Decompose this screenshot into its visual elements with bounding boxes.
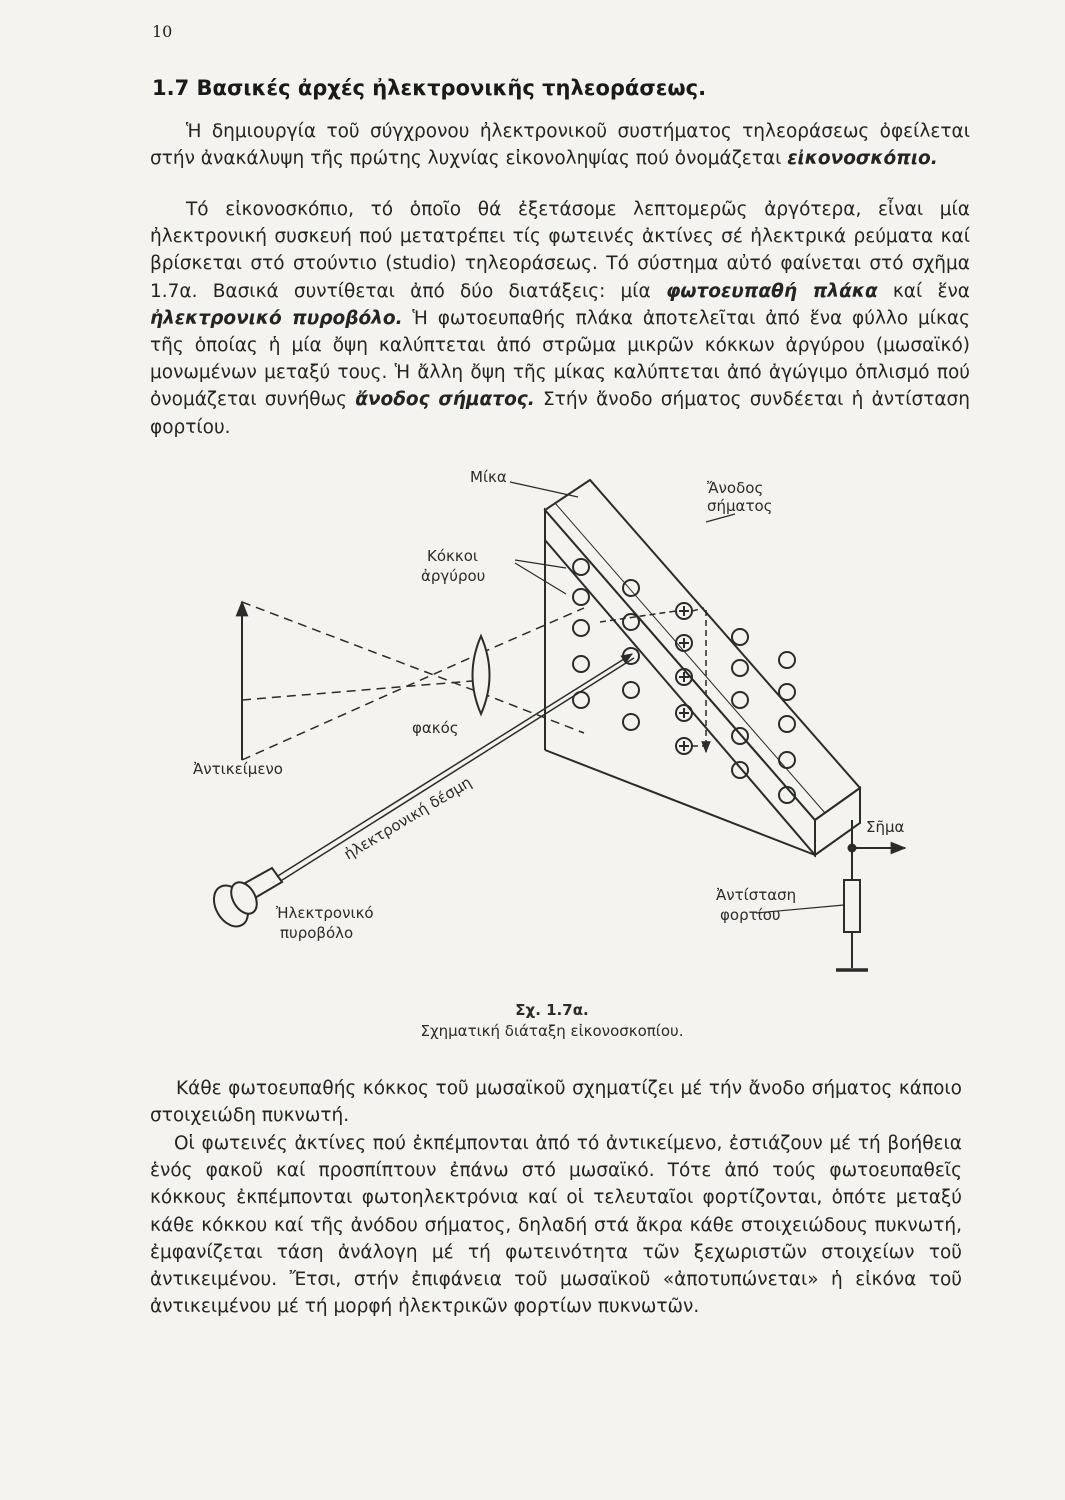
silver-grain <box>623 714 639 730</box>
charged-grain <box>676 705 692 721</box>
label-electron-gun: Ἠλεκτρονικό <box>276 904 374 922</box>
silver-grain <box>573 656 589 672</box>
silver-grain <box>573 620 589 636</box>
paragraph-text: Στήν ἄνοδο σήματος συνδέεται ἡ ἀντίσταση φορτίου. <box>150 389 970 438</box>
term-photosensitive-plate: φωτοευπαθή πλάκα <box>665 280 878 302</box>
label-load-resistor: Ἀντίσταση <box>716 886 797 904</box>
label-electron-gun: πυροβόλο <box>280 924 354 942</box>
mica-plate <box>545 480 860 855</box>
silver-grain <box>779 684 795 700</box>
label-silver-grains: ἀργύρου <box>421 567 486 585</box>
section-title: 1.7 Βασικές ἀρχές ἠλεκτρονικῆς τηλεοράσεως. <box>152 76 707 100</box>
label-signal-anode: Ἄνοδος <box>707 479 764 497</box>
silver-grain <box>623 682 639 698</box>
paragraph-text: καί ἕνα <box>877 280 970 302</box>
silver-grain <box>623 648 639 664</box>
paragraph-text: Ἡ δημιουργία τοῦ σύγχρονου ἠλεκτρονικοῦ συστήματος τηλεοράσεως ὀφείλεται στήν ἀνακάλυψη τῆς πρώτης λυχνίας εἰκονοληψίας πού ὀνομάζεται <box>150 121 970 170</box>
label-silver-grains: Κόκκοι <box>427 547 478 565</box>
silver-grain <box>573 589 589 605</box>
label-electron-beam: ἠλεκτρονική δέσμη <box>340 773 475 864</box>
paragraph-text: Τό εἰκονοσκόπιο, τό ὁποῖο θά ἐξετάσομε λεπτομερῶς ἀργότερα, εἶναι μία ἠλεκτρονική συσκευή πού μετατρέπει τίς φωτεινές ἀκτίνες σέ ἠλεκτρικά ρεύματα καί βρίσκεται στό στούντιο (studio) τηλεοράσεως. Τό σύστημα αὐτό φαίνεται στό σχῆμα 1.7α. Βασικά συντίθεται ἀπό δύο διατάξεις: μία <box>150 199 970 302</box>
page-number: 10 <box>152 22 173 41</box>
charged-grain <box>676 738 692 754</box>
paragraph-capacitor: Κάθε φωτοευπαθής κόκκος τοῦ μωσαϊκοῦ σχηματίζει μέ τήν ἄνοδο σήματος κάποιο στοιχειώδη πυκνωτή. <box>150 1078 962 1127</box>
electron-gun <box>207 868 282 933</box>
silver-grain <box>732 629 748 645</box>
load-resistor <box>844 880 860 932</box>
paragraph-operation: Οἱ φωτεινές ἀκτίνες πού ἐκπέμπονται ἀπό τό ἀντικείμενο, ἐστιάζουν μέ τή βοήθεια ἑνός φακοῦ καί προσπίπτουν ἐπάνω στό μωσαϊκό. Τότε ἀπό τούς φωτοευπαθεῖς κόκκους ἐκπέμπονται φωτοηλεκτρόνια καί οἱ τελευταῖοι φορτίζονται, ὁπότε μεταξύ κάθε κόκκου καί τῆς ἀνόδου σήματος, δηλαδή στά ἄκρα κάθε στοιχειώδους πυκνωτή, ἐμφανίζεται τάση ἀνάλογη μέ τή φωτεινότητα τῶν ξεχωριστῶν στοιχείων τοῦ ἀντικειμένου. Ἔτσι, στήν ἐπιφάνεια τοῦ μωσαϊκοῦ «ἀποτυπώνεται» ἡ εἰκόνα τοῦ ἀντικειμένου μέ τή μορφή ἠλεκτρικῶν φορτίων πυκνωτῶν. <box>150 1133 962 1318</box>
junction-dot <box>849 845 856 852</box>
label-object: Ἀντικείμενο <box>193 760 283 778</box>
label-signal-anode: σήματος <box>707 497 773 515</box>
load-circuit <box>836 820 905 970</box>
label-load-resistor: φορτίου <box>720 906 781 924</box>
electron-beam <box>265 654 634 889</box>
figure-caption-text: Σχηματική διάταξη εἰκονοσκοπίου. <box>420 1022 684 1040</box>
label-lens: φακός <box>412 719 459 737</box>
lens <box>473 636 490 714</box>
paragraph-text: Ἡ φωτοευπαθής πλάκα ἀποτελεῖται ἀπό ἕνα φύλλο μίκας τῆς ὁποίας ἡ μία ὄψη καλύπτεται ἀπό στρῶμα μικρῶν κόκκων ἀργύρου (μωσαϊκό) μονωμένων μεταξύ τους. Ἡ ἄλλη ὄψη τῆς μίκας καλύπτεται ἀπό ἀγώγιμο ὁπλισμό πού ὀνομάζεται συνήθως <box>150 307 970 411</box>
term-electron-gun: ἠλεκτρονικό πυροβόλο. <box>150 307 403 329</box>
label-mica: Μίκα <box>470 468 507 486</box>
term-signal-anode: ἄνοδος σήματος. <box>355 389 535 411</box>
silver-grain <box>779 652 795 668</box>
figure-caption-number: Σχ. 1.7α. <box>515 1001 589 1019</box>
label-signal: Σῆμα <box>866 818 905 836</box>
term-iconoscope: εἰκονοσκόπιο. <box>787 148 938 170</box>
